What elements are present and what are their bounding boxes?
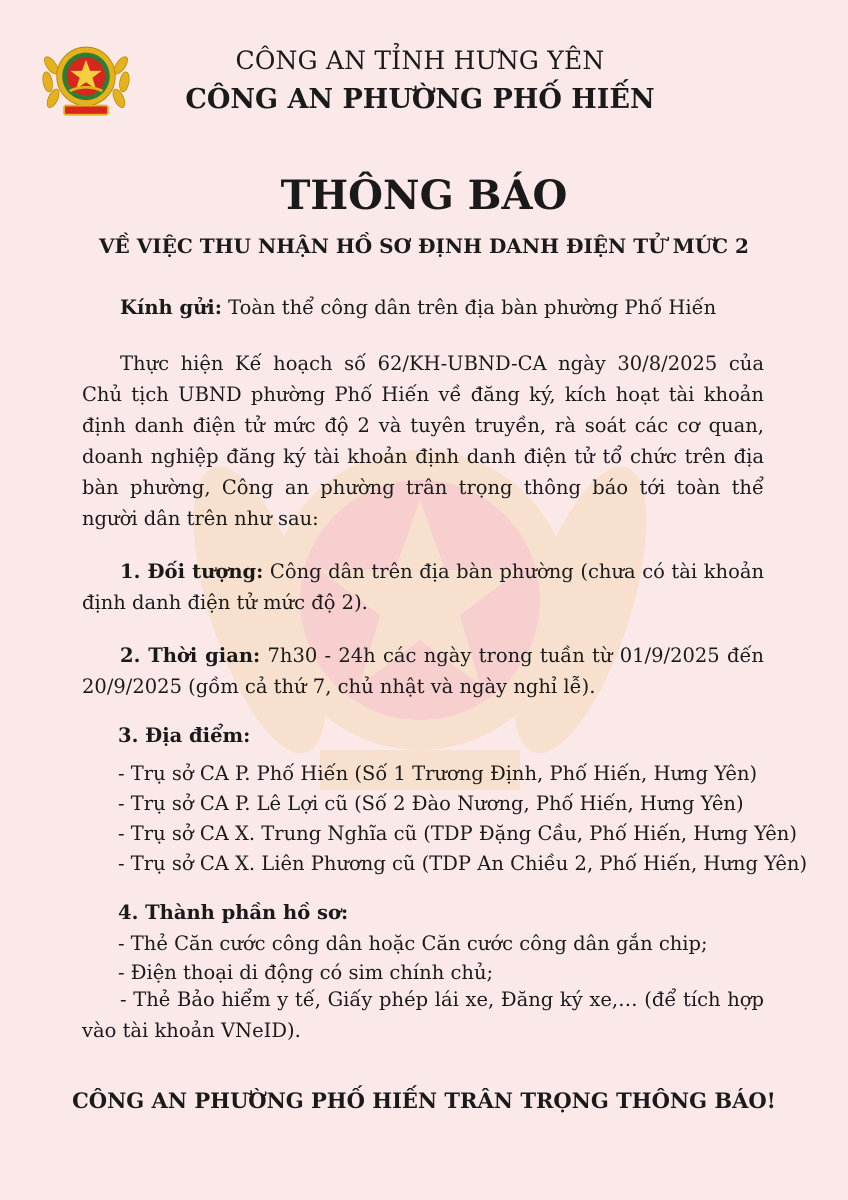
greeting-label: Kính gửi: xyxy=(120,296,222,319)
intro-paragraph: Thực hiện Kế hoạch số 62/KH-UBND-CA ngày 30/8/2025 của Chủ tịch UBND phường Phố Hiến về đăng ký, kích hoạt tài khoản định danh điện tử mức độ 2 và tuyên truyền, rà soát các cơ quan, doanh nghiệp đăng ký tài khoản định danh điện tử tổ chức trên địa bàn phường, Công an phường trân trọng thông báo tới toàn thể người dân trên như sau: xyxy=(82,352,764,530)
location-item: - Trụ sở CA X. Liên Phương cũ (TDP An Chiều 2, Phố Hiến, Hưng Yên) xyxy=(118,852,808,875)
agency-name: CÔNG AN PHƯỜNG PHỐ HIẾN xyxy=(185,84,655,115)
document-item: - Thẻ Căn cước công dân hoặc Căn cước công dân gắn chip; xyxy=(118,932,708,955)
section-time-label: 2. Thời gian: xyxy=(120,644,261,667)
section-time xyxy=(82,640,764,702)
document-item: - Điện thoại di động có sim chính chủ; xyxy=(118,961,494,984)
section-target xyxy=(82,556,764,618)
police-emblem-icon xyxy=(40,38,132,122)
location-item: - Trụ sở CA P. Lê Lợi cũ (Số 2 Đào Nương, Phố Hiến, Hưng Yên) xyxy=(118,792,744,815)
location-item: - Trụ sở CA X. Trung Nghĩa cũ (TDP Đặng Cầu, Phố Hiến, Hưng Yên) xyxy=(118,822,797,845)
section-time-text: 7h30 - 24h các ngày trong tuần từ 01/9/2025 đến 20/9/2025 (gồm cả thứ 7, chủ nhật và ngày nghỉ lễ). xyxy=(82,644,764,698)
greeting xyxy=(82,292,764,323)
section-location-heading: 3. Địa điểm: xyxy=(118,724,251,747)
document-subtitle: VỀ VIỆC THU NHẬN HỒ SƠ ĐỊNH DANH ĐIỆN TỬ MỨC 2 xyxy=(99,234,749,258)
section-documents-heading: 4. Thành phần hồ sơ: xyxy=(118,901,349,924)
agency-parent: CÔNG AN TỈNH HƯNG YÊN xyxy=(235,46,605,75)
document-item: - Thẻ Bảo hiểm y tế, Giấy phép lái xe, Đăng ký xe,… (để tích hợp vào tài khoản VNeID). xyxy=(82,988,764,1042)
section-target-label: 1. Đối tượng: xyxy=(120,560,264,583)
closing-statement: CÔNG AN PHƯỜNG PHỐ HIẾN TRÂN TRỌNG THÔNG BÁO! xyxy=(72,1088,776,1113)
location-item: - Trụ sở CA P. Phố Hiến (Số 1 Trương Định, Phố Hiến, Hưng Yên) xyxy=(118,762,758,785)
section-target-text: Công dân trên địa bàn phường (chưa có tài khoản định danh điện tử mức độ 2). xyxy=(82,560,765,614)
document-title: THÔNG BÁO xyxy=(280,172,568,219)
greeting-text: Toàn thể công dân trên địa bàn phường Phố Hiến xyxy=(221,296,717,319)
